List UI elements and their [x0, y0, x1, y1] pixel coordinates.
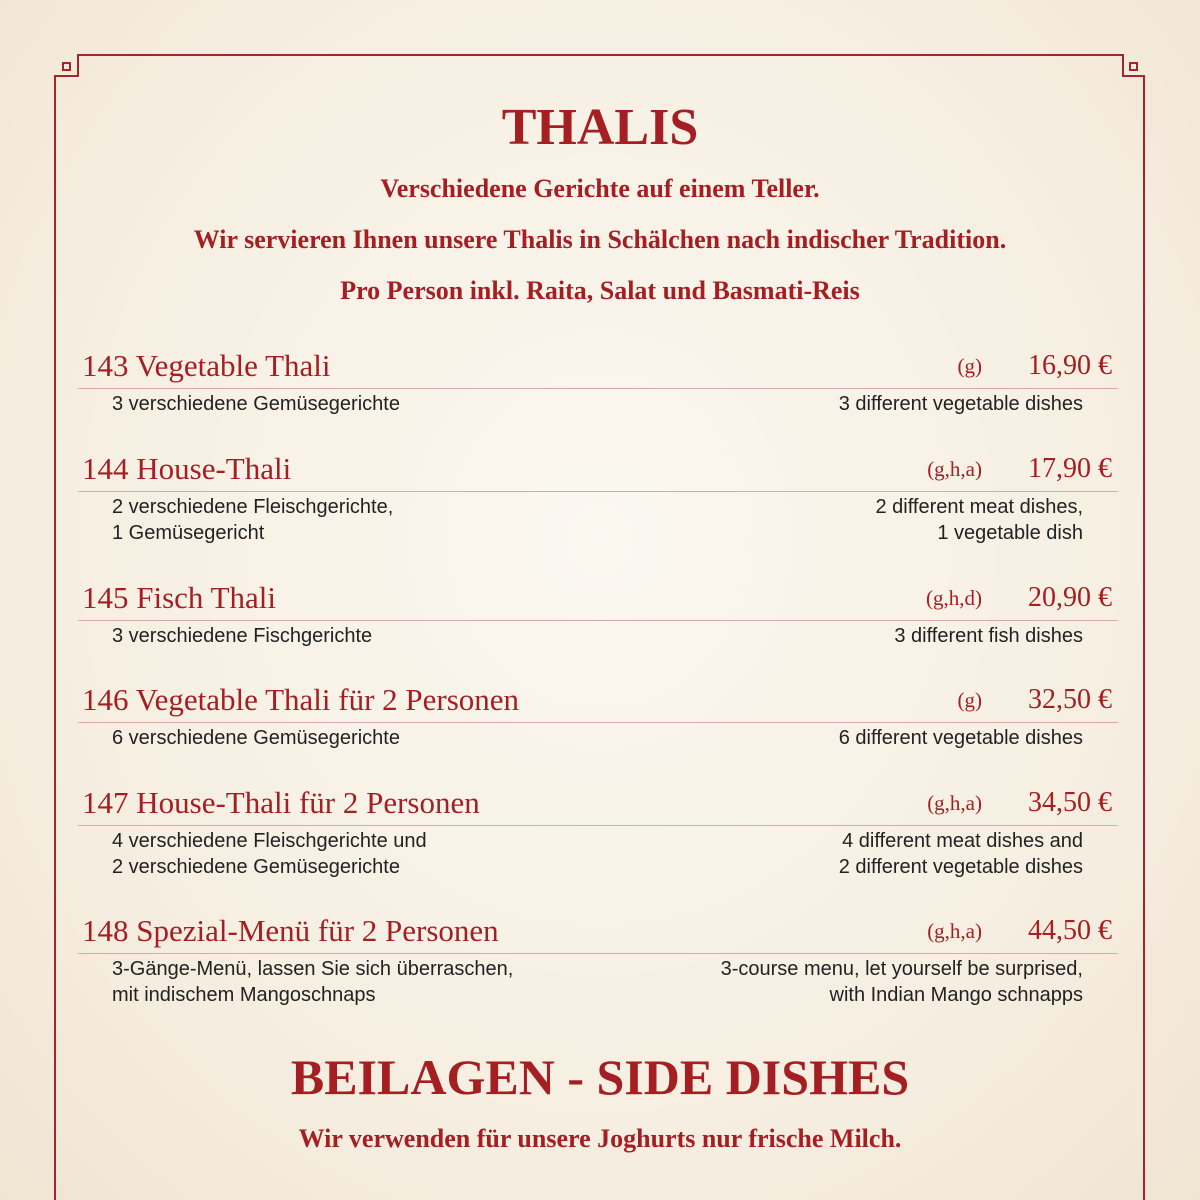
menu-item-header	[78, 785, 1118, 826]
menu-item-143	[78, 348, 1118, 419]
description-line: 3 verschiedene Fischgerichte	[112, 625, 373, 647]
description-english	[839, 391, 1083, 417]
allergen-codes: (g,h,a)	[927, 791, 982, 815]
description-line: with Indian Mango schnapps	[829, 984, 1083, 1006]
item-name: 143 Vegetable Thali	[82, 348, 331, 383]
menu-item-header	[78, 913, 1118, 954]
description-line: 3 different fish dishes	[894, 625, 1083, 647]
description-line: 6 verschiedene Gemüsegerichte	[112, 727, 400, 749]
item-name: 148 Spezial-Menü für 2 Personen	[82, 913, 499, 948]
description-line: 1 vegetable dish	[937, 522, 1083, 544]
item-name: 146 Vegetable Thali für 2 Personen	[82, 682, 520, 717]
description-line: 3-course menu, let yourself be surprised,	[720, 958, 1083, 980]
description-german	[112, 828, 427, 880]
description-german	[112, 391, 400, 417]
description-line: 2 verschiedene Gemüsegerichte	[112, 856, 400, 878]
allergen-codes: (g,h,a)	[927, 457, 982, 481]
description-line: 3 verschiedene Gemüsegerichte	[112, 393, 400, 415]
side-dishes-subtitle: Wir verwenden für unsere Joghurts nur frische Milch.	[298, 1124, 902, 1153]
subtitle-line-2: Wir servieren Ihnen unsere Thalis in Schälchen nach indischer Tradition.	[193, 225, 1007, 254]
description-german	[112, 494, 393, 546]
item-name: 145 Fisch Thali	[82, 580, 277, 615]
item-price: 20,90 €	[1028, 582, 1112, 613]
description-english	[839, 828, 1083, 880]
allergen-codes: (g,h,a)	[927, 919, 982, 943]
menu-item-144	[78, 451, 1118, 548]
description-english	[721, 956, 1083, 1008]
menu-item-header	[78, 348, 1118, 389]
description-english	[839, 725, 1083, 751]
description-german	[112, 956, 513, 1008]
item-price: 32,50 €	[1028, 684, 1112, 715]
description-english	[894, 623, 1083, 649]
allergen-codes: (g)	[957, 354, 982, 378]
description-line: 2 different meat dishes,	[875, 496, 1083, 518]
item-price: 34,50 €	[1028, 787, 1112, 818]
subtitle-line-1: Verschiedene Gerichte auf einem Teller.	[380, 174, 820, 203]
section-title-side-dishes: BEILAGEN - SIDE DISHES	[290, 1049, 910, 1105]
description-line: 2 verschiedene Fleischgerichte,	[112, 496, 394, 518]
item-price: 44,50 €	[1028, 915, 1112, 946]
menu-item-header	[78, 580, 1118, 621]
section-title-thalis: THALIS	[501, 99, 699, 156]
subtitle-line-3: Pro Person inkl. Raita, Salat und Basmati-Reis	[340, 276, 860, 305]
item-name: 147 House-Thali für 2 Personen	[82, 785, 480, 820]
description-line: 4 verschiedene Fleischgerichte und	[112, 830, 427, 852]
allergen-codes: (g,h,d)	[926, 586, 982, 610]
item-price: 17,90 €	[1028, 453, 1112, 484]
description-line: mit indischem Mangoschnaps	[112, 984, 376, 1006]
description-line: 6 different vegetable dishes	[838, 727, 1083, 749]
description-german	[112, 725, 400, 751]
menu-item-148	[78, 913, 1118, 1010]
description-line: 1 Gemüsegericht	[112, 522, 265, 544]
menu-item-145	[78, 580, 1118, 651]
item-name: 144 House-Thali	[82, 451, 292, 486]
description-german	[112, 623, 372, 649]
description-english	[875, 494, 1083, 546]
item-price: 16,90 €	[1028, 350, 1112, 381]
description-line: 2 different vegetable dishes	[838, 856, 1083, 878]
menu-item-header	[78, 451, 1118, 492]
description-line: 4 different meat dishes and	[842, 830, 1083, 852]
description-line: 3 different vegetable dishes	[838, 393, 1083, 415]
menu-item-146	[78, 682, 1118, 753]
menu-item-header	[78, 682, 1118, 723]
allergen-codes: (g)	[957, 688, 982, 712]
menu-item-147	[78, 785, 1118, 882]
description-line: 3-Gänge-Menü, lassen Sie sich überraschen,	[112, 958, 514, 980]
